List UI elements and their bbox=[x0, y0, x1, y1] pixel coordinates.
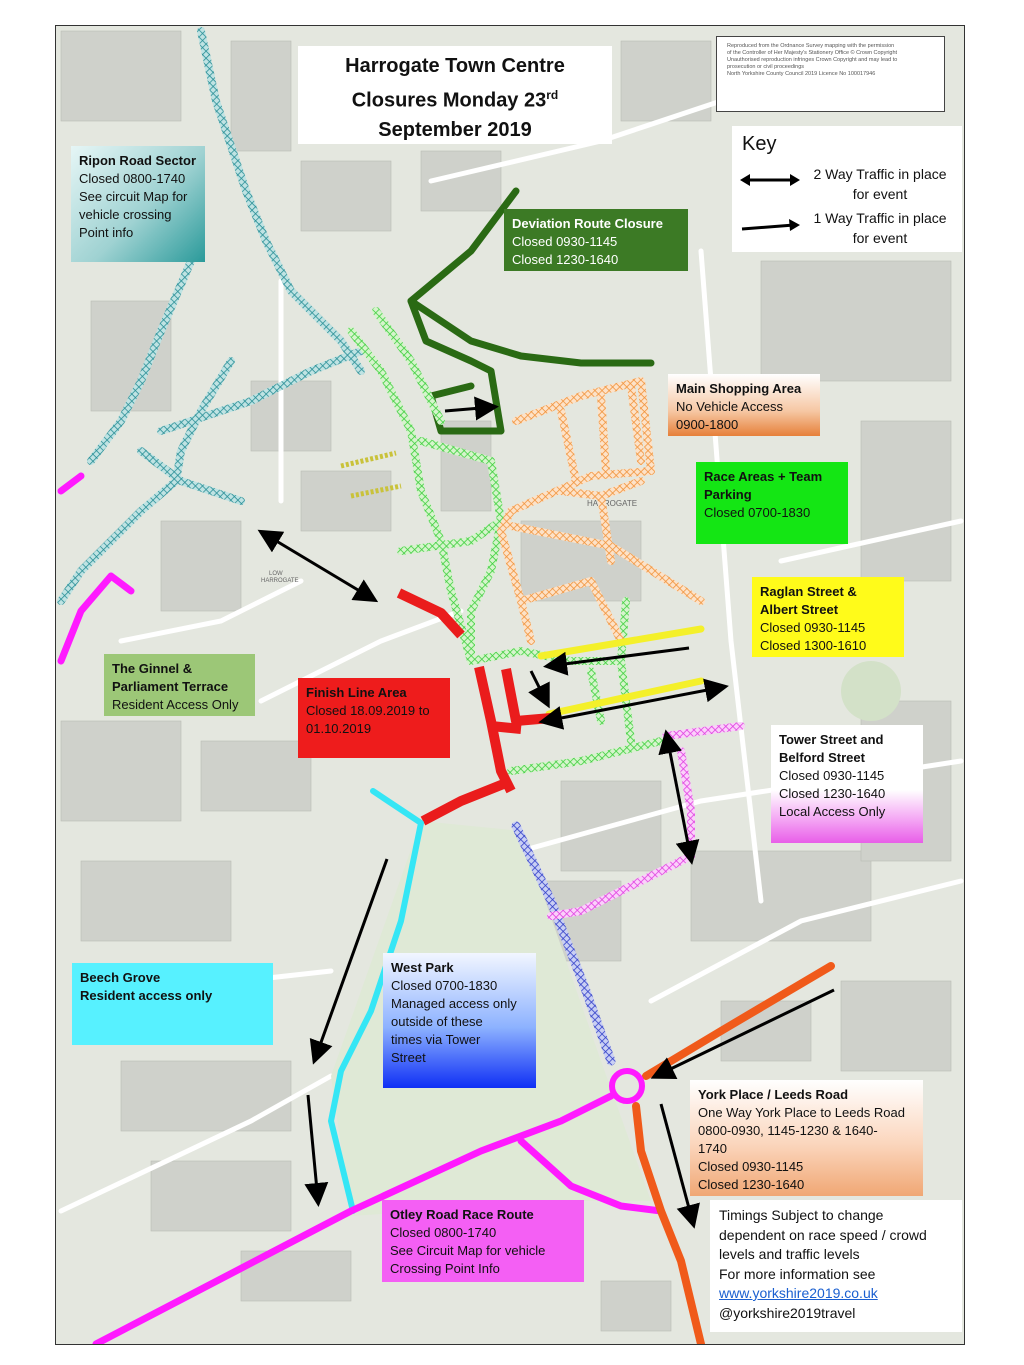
tower-belford-box bbox=[771, 725, 923, 843]
otley-line: Crossing Point Info bbox=[390, 1261, 500, 1276]
york-line: One Way York Place to Leeds Road bbox=[698, 1105, 905, 1120]
york-title: York Place / Leeds Road bbox=[698, 1087, 849, 1102]
otley-road-box bbox=[382, 1200, 584, 1282]
ginnel-parliament-box bbox=[104, 654, 255, 716]
map-title bbox=[298, 46, 612, 144]
tower-title-2: Belford Street bbox=[779, 750, 865, 765]
raglan-title-2: Albert Street bbox=[760, 602, 839, 617]
westpark-line: Street bbox=[391, 1050, 426, 1065]
race-areas-title: Race Areas + Team bbox=[704, 469, 823, 484]
low-harrogate-label-2: HARROGATE bbox=[261, 578, 299, 584]
raglan-albert-box bbox=[752, 577, 904, 657]
tower-title: Tower Street and bbox=[779, 732, 884, 747]
roundabout-green bbox=[841, 661, 901, 721]
westpark-title: West Park bbox=[391, 960, 454, 975]
yorkshire2019-link[interactable]: www.yorkshire2019.co.uk bbox=[719, 1285, 878, 1301]
shopping-line: No Vehicle Access bbox=[676, 399, 783, 414]
westpark-line: outside of these bbox=[391, 1014, 483, 1029]
finish-line-text: Closed 18.09.2019 to bbox=[306, 703, 430, 718]
deviation-route-box bbox=[504, 209, 688, 271]
low-harrogate-label-1: LOW bbox=[269, 571, 283, 577]
otley-line: Closed 0800-1740 bbox=[390, 1225, 497, 1240]
ginnel-line: Resident Access Only bbox=[112, 697, 239, 712]
timings-line: Timings Subject to change bbox=[719, 1207, 884, 1223]
tower-line: Local Access Only bbox=[779, 804, 886, 819]
ripon-title: Ripon Road Sector bbox=[79, 153, 197, 168]
copyright-line: North Yorkshire County Council 2019 Licence No 100017946 bbox=[727, 71, 876, 77]
westpark-line: Closed 0700-1830 bbox=[391, 978, 498, 993]
race-areas-title-2: Parking bbox=[704, 487, 752, 502]
title-line-2 bbox=[306, 81, 604, 116]
york-line: 1740 bbox=[698, 1141, 727, 1156]
map-key bbox=[732, 126, 962, 252]
copyright-line: Reproduced from the Ordnance Survey mapping with the permission bbox=[727, 43, 895, 49]
key-two-way-label: 2 Way Traffic in place for event bbox=[813, 166, 947, 202]
deviation-title: Deviation Route Closure bbox=[512, 216, 663, 231]
timings-notice bbox=[710, 1200, 962, 1332]
title-line-3: September 2019 bbox=[378, 118, 532, 141]
two-way-arrow-icon bbox=[740, 172, 800, 188]
westpark-line: times via Tower bbox=[391, 1032, 481, 1047]
west-park-box bbox=[383, 953, 536, 1088]
beech-title-2: Resident access only bbox=[80, 988, 213, 1003]
timings-line: dependent on race speed / crowd bbox=[719, 1226, 927, 1243]
twitter-handle: @yorkshire2019travel bbox=[719, 1304, 856, 1321]
york-line: Closed 0930-1145 bbox=[698, 1159, 804, 1174]
york-line: 0800-0930, 1145-1230 & 1640- bbox=[698, 1123, 878, 1138]
title-line-2-text: Closures Monday 23 bbox=[351, 89, 547, 112]
key-title: Key bbox=[742, 133, 777, 155]
race-areas-box bbox=[696, 462, 848, 544]
ripon-line: Closed 0800-1740 bbox=[79, 171, 186, 186]
beech-grove-box bbox=[72, 963, 273, 1045]
beech-title: Beech Grove bbox=[80, 970, 161, 985]
westpark-line: Managed access only bbox=[391, 996, 517, 1011]
finish-title: Finish Line Area bbox=[306, 685, 407, 700]
race-areas-line: Closed 0700-1830 bbox=[704, 505, 811, 520]
copyright-line: prosecution or civil proceedings bbox=[727, 64, 805, 70]
main-shopping-area-box bbox=[668, 374, 820, 436]
deviation-line: Closed 0930-1145 bbox=[512, 234, 618, 249]
york-line: Closed 1230-1640 bbox=[698, 1177, 805, 1192]
tower-line: Closed 1230-1640 bbox=[779, 786, 886, 801]
raglan-line: Closed 1300-1610 bbox=[760, 638, 867, 653]
raglan-title: Raglan Street & bbox=[760, 584, 857, 599]
copyright-line: Unauthorised reproduction infringes Crown Copyright and may lead to bbox=[727, 57, 898, 63]
shopping-title: Main Shopping Area bbox=[676, 381, 802, 396]
shopping-line: 0900-1800 bbox=[676, 417, 739, 432]
raglan-line: Closed 0930-1145 bbox=[760, 620, 866, 635]
finish-line-text: 01.10.2019 bbox=[306, 721, 372, 736]
ginnel-title-2: Parliament Terrace bbox=[112, 679, 229, 694]
title-line-1: Harrogate Town Centre bbox=[345, 55, 565, 77]
ripon-road-sector-box bbox=[71, 146, 205, 262]
otley-title: Otley Road Race Route bbox=[390, 1207, 534, 1222]
otley-line: See Circuit Map for vehicle bbox=[390, 1243, 546, 1258]
key-one-way-label: 1 Way Traffic in place for event bbox=[813, 210, 947, 246]
ginnel-title: The Ginnel & bbox=[112, 661, 193, 676]
copyright-line: of the Controller of Her Majesty's Stationery Office © Crown Copyright bbox=[727, 50, 898, 56]
copyright-notice bbox=[716, 36, 945, 112]
finish-line-box bbox=[298, 678, 450, 758]
ripon-line: Point info bbox=[79, 225, 134, 240]
one-way-arrow-icon bbox=[740, 218, 800, 234]
ripon-line: vehicle crossing bbox=[79, 207, 172, 222]
tower-line: Closed 0930-1145 bbox=[779, 768, 885, 783]
ripon-line: See circuit Map for bbox=[79, 189, 188, 204]
harrogate-map-label: HARROGATE bbox=[587, 499, 638, 508]
title-ordinal: rd bbox=[546, 88, 559, 102]
timings-line: For more information see bbox=[719, 1265, 876, 1282]
deviation-line: Closed 1230-1640 bbox=[512, 252, 619, 267]
timings-line: levels and traffic levels bbox=[719, 1246, 860, 1262]
york-place-leeds-road-box bbox=[690, 1080, 923, 1196]
